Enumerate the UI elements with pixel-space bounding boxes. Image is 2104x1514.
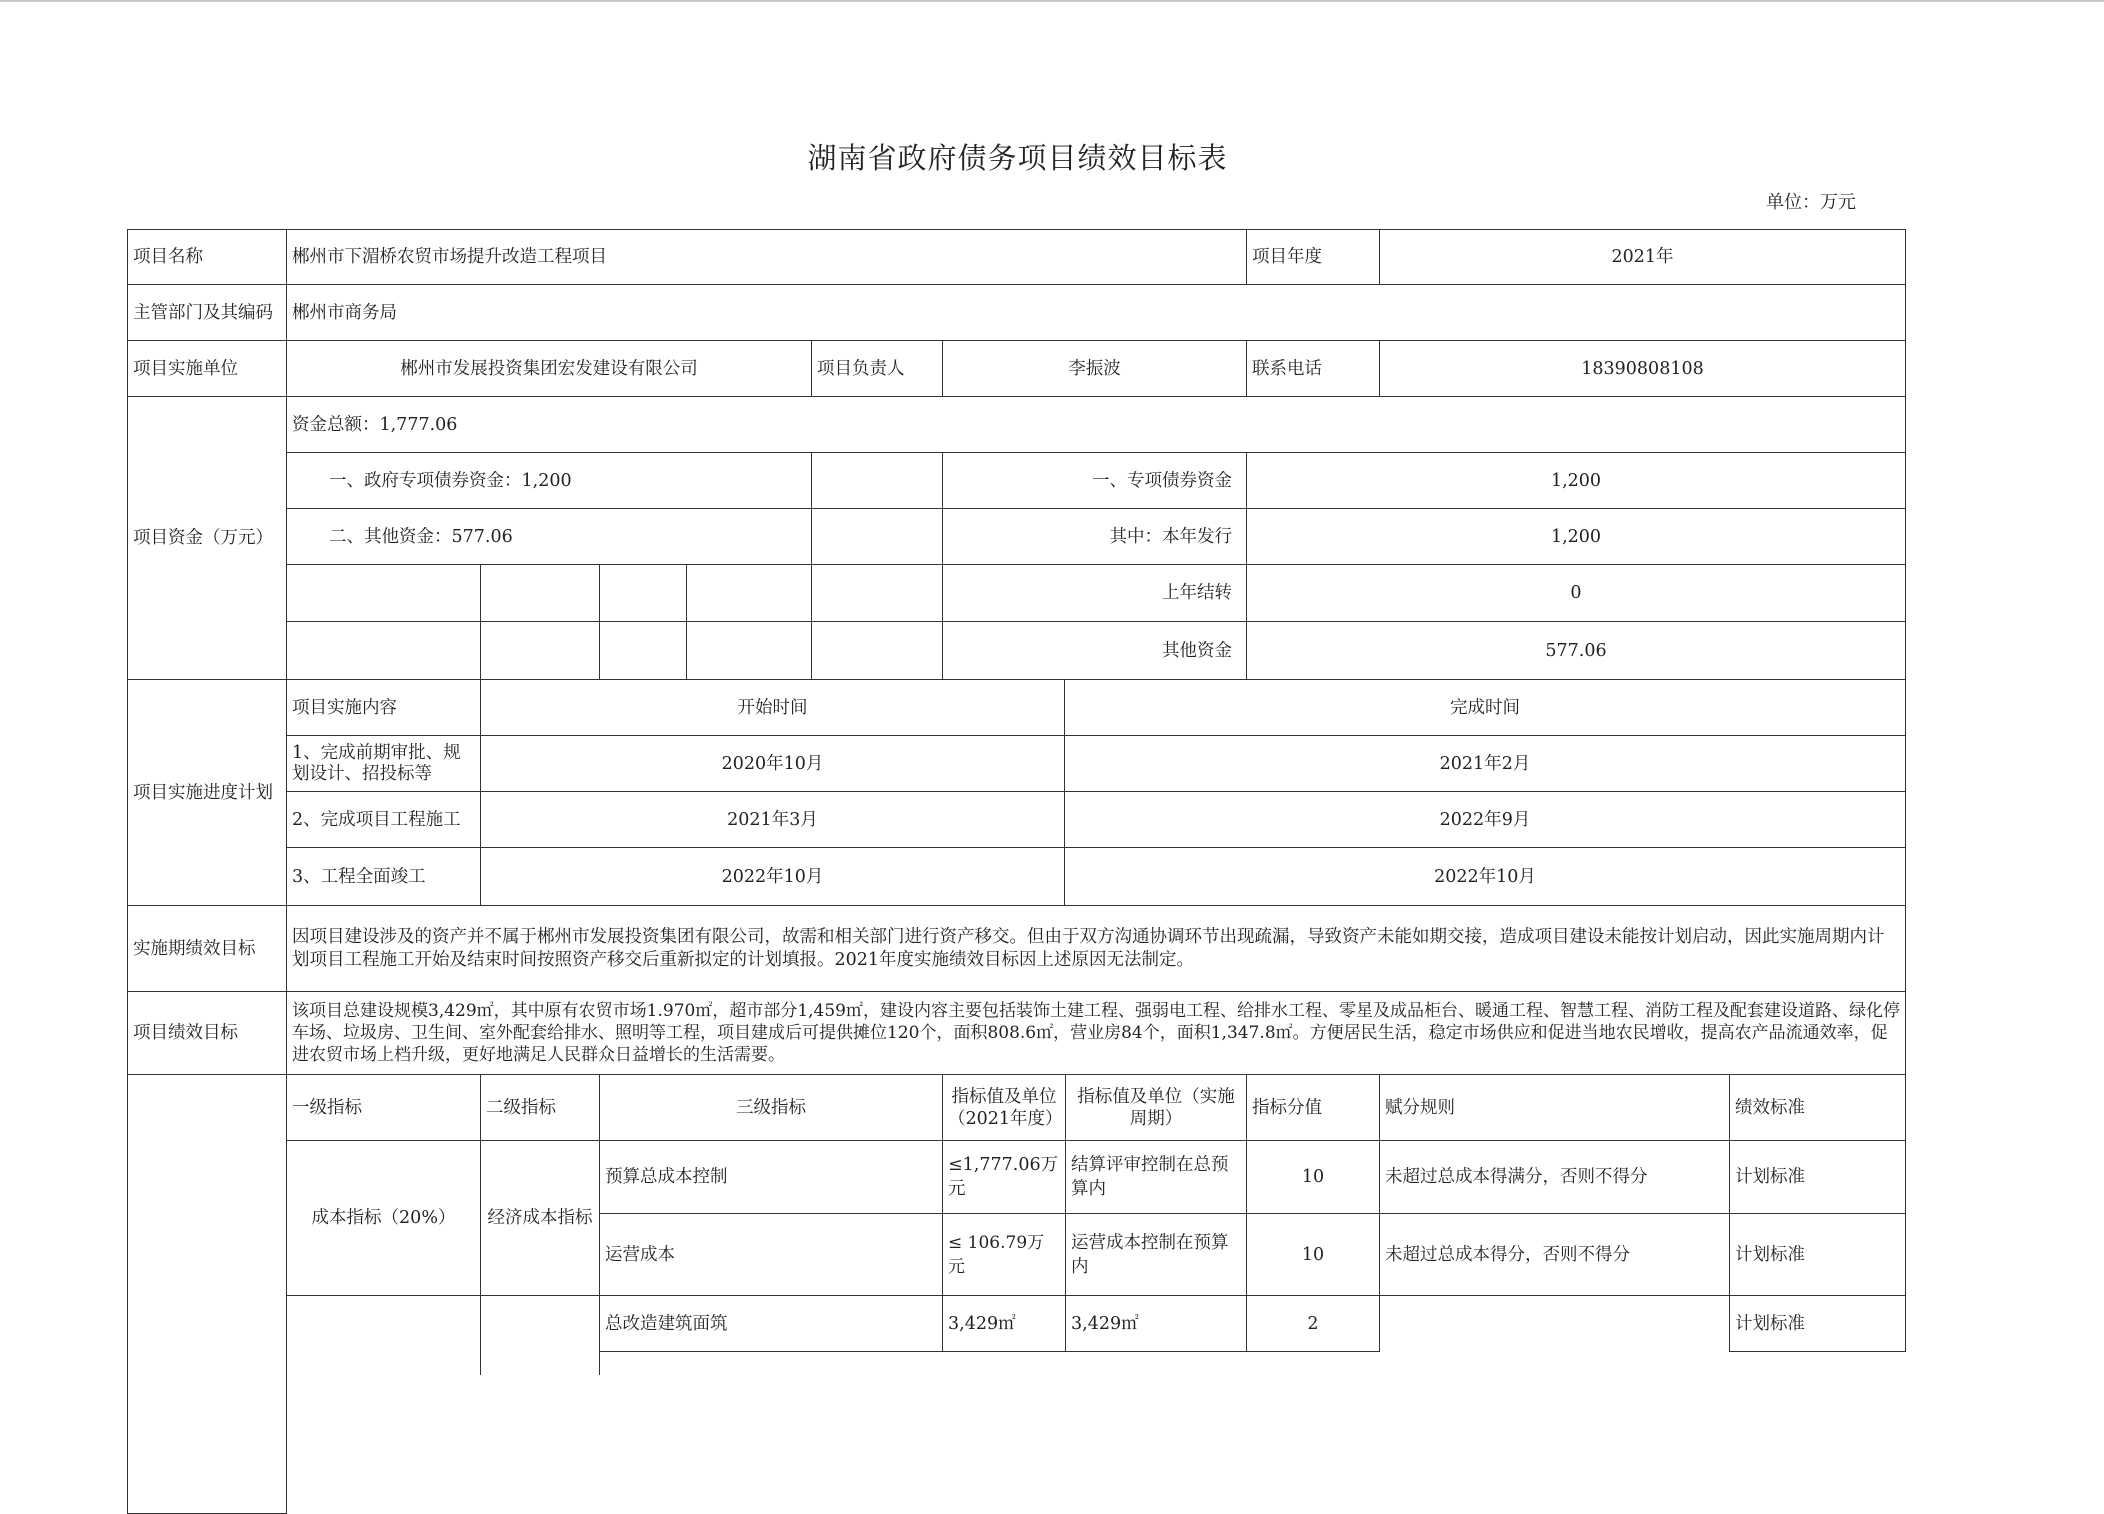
empty-cell xyxy=(686,564,812,622)
schedule-row-start: 2022年10月 xyxy=(480,847,1065,906)
phone-label: 联系电话 xyxy=(1246,340,1380,397)
project-goal-text: 该项目总建设规模3,429㎡，其中原有农贸市场1.970㎡，超市部分1,459㎡，建设内容主要包括装饰土建工程、强弱电工程、给排水工程、零星及成品柜台、暖通工程、智慧工程、消防工程及配套建设道路、绿化停车场、垃圾房、卫生间、室外配套给排水、照明等工程，项目建成后可提供摊位120个，面积808.6㎡，营业房84个，面积1,347.8㎡。方便居民生活，稳定市场供应和促进当地农民增收，提高农产品流通效率，促进农贸市场上档升级，更好地满足人民群众日益增长的生活需要。 xyxy=(286,991,1906,1075)
ind-row-rule: 未超过总成本得满分，否则不得分 xyxy=(1379,1140,1730,1214)
funds-row-value: 1,200 xyxy=(1246,508,1906,565)
ind-row-level3: 运营成本 xyxy=(599,1213,943,1296)
funds-total: 资金总额：1,777.06 xyxy=(286,396,1906,453)
ind-row-standard: 计划标准 xyxy=(1729,1140,1906,1214)
indicators-side-cell xyxy=(127,1074,287,1514)
funds-row-label: 上年结转 xyxy=(942,564,1247,622)
empty-cell xyxy=(286,564,481,622)
cost-level2: 经济成本指标 xyxy=(480,1140,600,1296)
ind-head-score: 指标分值 xyxy=(1246,1074,1380,1141)
funds-row-label: 其他资金 xyxy=(942,621,1247,680)
impl-unit-label: 项目实施单位 xyxy=(127,340,287,397)
ind-row-value-year: ≤1,777.06万元 xyxy=(942,1140,1066,1214)
schedule-label: 项目实施进度计划 xyxy=(127,679,287,906)
ind-head-value-year: 指标值及单位（2021年度） xyxy=(942,1074,1066,1141)
ind-row-level3: 预算总成本控制 xyxy=(599,1140,943,1214)
empty-cell xyxy=(480,1295,600,1375)
cost-level1: 成本指标（20%） xyxy=(286,1140,481,1296)
ind-row-value-period: 结算评审控制在总预算内 xyxy=(1065,1140,1247,1214)
empty-cell xyxy=(480,564,600,622)
ind-head-rule: 赋分规则 xyxy=(1379,1074,1730,1141)
top-border-line xyxy=(0,0,2104,2)
funds-row-value: 1,200 xyxy=(1246,452,1906,509)
ind-row-score: 10 xyxy=(1246,1140,1380,1214)
unit-label: 单位：万元 xyxy=(1766,192,1856,213)
schedule-row-content: 1、完成前期审批、规划设计、招投标等 xyxy=(286,735,481,792)
empty-cell xyxy=(686,621,812,680)
ind-row-level3: 总改造建筑面筑 xyxy=(599,1295,943,1352)
period-goal-label: 实施期绩效目标 xyxy=(127,905,287,992)
empty-cell xyxy=(811,564,943,622)
ind-row-standard: 计划标准 xyxy=(1729,1295,1906,1352)
funds-row-value: 577.06 xyxy=(1246,621,1906,680)
empty-cell xyxy=(599,564,687,622)
project-leader-label: 项目负责人 xyxy=(811,340,943,397)
impl-unit-value: 郴州市发展投资集团宏发建设有限公司 xyxy=(286,340,812,397)
project-leader-value: 李振波 xyxy=(942,340,1247,397)
ind-row-rule: 未超过总成本得分，否则不得分 xyxy=(1379,1213,1730,1296)
page-title: 湖南省政府债务项目绩效目标表 xyxy=(807,141,1228,175)
funds-gov-bond: 一、政府专项债券资金：1,200 xyxy=(286,452,812,509)
ind-row-value-year: ≤ 106.79万元 xyxy=(942,1213,1066,1296)
funds-row-label: 其中：本年发行 xyxy=(942,508,1247,565)
ind-head-level3: 三级指标 xyxy=(599,1074,943,1141)
phone-value: 18390808108 xyxy=(1379,340,1906,397)
ind-head-standard: 绩效标准 xyxy=(1729,1074,1906,1141)
empty-cell xyxy=(811,508,943,565)
funds-row-label: 一、专项债券资金 xyxy=(942,452,1247,509)
empty-cell xyxy=(286,621,481,680)
funds-other: 二、其他资金：577.06 xyxy=(286,508,812,565)
project-name-value: 郴州市下湄桥农贸市场提升改造工程项目 xyxy=(286,229,1247,285)
schedule-row-end: 2022年10月 xyxy=(1064,847,1906,906)
project-year-value: 2021年 xyxy=(1379,229,1906,285)
schedule-row-end: 2022年9月 xyxy=(1064,791,1906,848)
funds-row-value: 0 xyxy=(1246,564,1906,622)
ind-head-level2: 二级指标 xyxy=(480,1074,600,1141)
schedule-head-start: 开始时间 xyxy=(480,679,1065,736)
empty-cell xyxy=(811,452,943,509)
ind-row-value-period: 运营成本控制在预算内 xyxy=(1065,1213,1247,1296)
ind-row-score: 2 xyxy=(1246,1295,1380,1352)
schedule-head-content: 项目实施内容 xyxy=(286,679,481,736)
empty-cell xyxy=(811,621,943,680)
department-value: 郴州市商务局 xyxy=(286,284,1906,341)
project-name-label: 项目名称 xyxy=(127,229,287,285)
ind-row-rule xyxy=(1379,1295,1730,1352)
empty-cell xyxy=(480,621,600,680)
funds-label: 项目资金（万元） xyxy=(127,396,287,680)
empty-cell xyxy=(599,621,687,680)
empty-cell xyxy=(286,1295,481,1375)
schedule-row-start: 2020年10月 xyxy=(480,735,1065,792)
schedule-row-content: 2、完成项目工程施工 xyxy=(286,791,481,848)
schedule-head-end: 完成时间 xyxy=(1064,679,1906,736)
schedule-row-content: 3、工程全面竣工 xyxy=(286,847,481,906)
period-goal-text: 因项目建设涉及的资产并不属于郴州市发展投资集团有限公司，故需和相关部门进行资产移交。但由于双方沟通协调环节出现疏漏，导致资产未能如期交接，造成项目建设未能按计划启动，因此实施周期内计划项目工程施工开始及结束时间按照资产移交后重新拟定的计划填报。2021年度实施绩效目标因上述原因无法制定。 xyxy=(286,905,1906,992)
schedule-row-start: 2021年3月 xyxy=(480,791,1065,848)
ind-row-value-period: 3,429㎡ xyxy=(1065,1295,1247,1352)
ind-head-value-period: 指标值及单位（实施周期） xyxy=(1065,1074,1247,1141)
schedule-row-end: 2021年2月 xyxy=(1064,735,1906,792)
department-label: 主管部门及其编码 xyxy=(127,284,287,341)
project-goal-label: 项目绩效目标 xyxy=(127,991,287,1075)
ind-row-standard: 计划标准 xyxy=(1729,1213,1906,1296)
project-year-label: 项目年度 xyxy=(1246,229,1380,285)
ind-row-score: 10 xyxy=(1246,1213,1380,1296)
ind-head-level1: 一级指标 xyxy=(286,1074,481,1141)
ind-row-value-year: 3,429㎡ xyxy=(942,1295,1066,1352)
